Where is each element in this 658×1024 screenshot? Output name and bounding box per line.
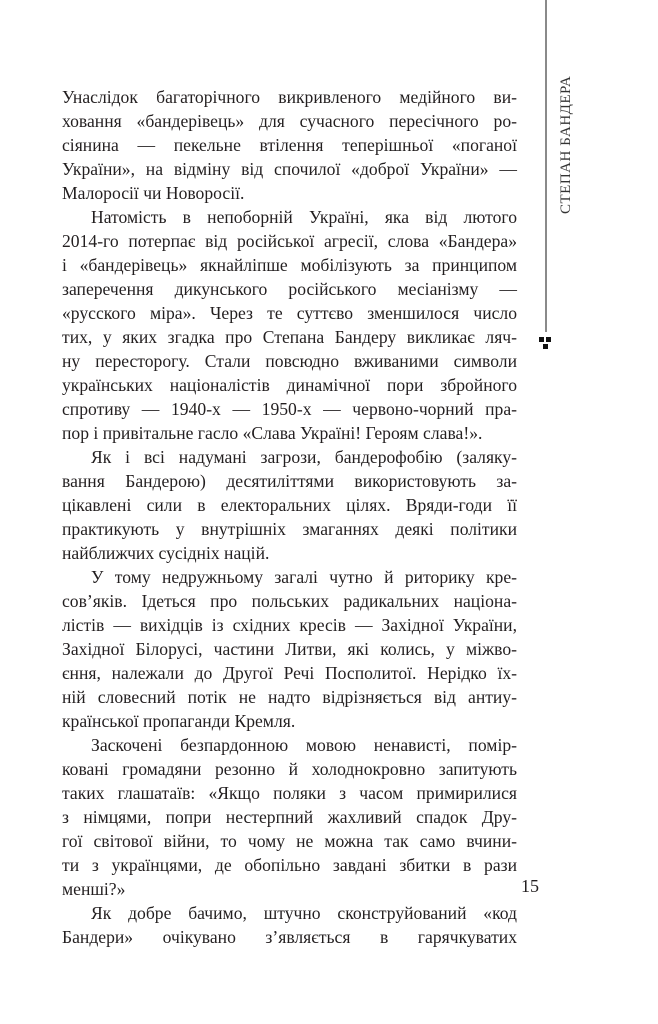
text-line: Унаслідок багаторічного викривленого медійного ви- [62,87,517,107]
text-line: Бандери» очікувано з’являється в гарячкуватих [62,927,517,947]
text-line: українських націоналістів динамічної пори збройного [62,375,517,395]
paragraph [62,733,517,901]
text-line: Заскочені безпардонною мовою ненависті, помір- [91,735,517,755]
text-line: цікавлені сили в електоральних цілях. Вряди-годи її [62,495,517,515]
text-line: гої світової війни, то чому не можна так само вчини- [62,831,517,851]
text-line: Як добре бачимо, штучно сконструйований «код [91,903,517,923]
text-line: і «бандерівець» якнайліпше мобілізують за принципом [62,255,517,275]
text-line: практикують у внутрішніх змаганнях деякі політики [62,519,517,539]
text-line: ній словесний потік не надто відрізняється від антиу- [62,687,517,707]
paragraph [62,565,517,733]
running-head: СТЕПАН БАНДЕРА [558,75,574,214]
text-line: сіянина — пекельне втілення теперішньої «поганої [62,135,517,155]
text-line: «русского міра». Через те суттєво зменшилося число [62,303,517,323]
paragraph [62,85,517,205]
text-line: сов’яків. Ідеться про польських радикальних націона- [62,591,517,611]
text-line: лістів — вихідців із східних кресів — Західної України, [62,615,517,635]
text-line: України», на відміну від спочилої «доброї України» — [62,159,517,179]
text-line: спротиву — 1940-х — 1950-х — червоно-чорний пра- [62,399,517,419]
text-line: вання Бандерою) десятиліттями використовують за- [62,471,517,491]
text-line: тих, у яких згадка про Степана Бандеру викликає ляч- [62,327,517,347]
paragraph [62,205,517,445]
paragraph [62,901,517,949]
text-line: найближчих сусідніх націй. [62,543,270,563]
text-line: Малоросії чи Новоросії. [62,183,245,203]
body-text [62,85,517,949]
text-line: Як і всі надумані загрози, бандерофобію (заляку- [91,447,517,467]
text-line: менші?» [62,879,126,899]
text-line: 2014-го потерпає від російської агресії, слова «Бандера» [62,231,517,251]
text-line: ховання «бандерівець» для сучасного пересічного ро- [62,111,517,131]
text-line: ковані громадяни резонно й холоднокровно запитують [62,759,517,779]
ornament-icon [539,337,553,351]
text-line: заперечення дикунського російського месіанізму — [62,279,517,299]
paragraph [62,445,517,565]
page-number: 15 [521,876,539,896]
text-line: ти з українцями, де обопільно завдані збитки в рази [62,855,517,875]
text-line: пор і привітальне гасло «Слава Україні! Героям слава!». [62,423,483,443]
text-line: з німцями, попри нестерпний жахливий спадок Дру- [62,807,517,827]
text-line: єння, належали до Другої Речі Посполитої. Нерідко їх- [62,663,517,683]
text-line: У тому недружньому загалі чутно й риторику кре- [91,567,517,587]
text-line: Західної Білорусі, частини Литви, які колись, у міжво- [62,639,517,659]
text-line: ну пересторогу. Стали повсюдно вживаними символи [62,351,517,371]
text-line: країнської пропаганди Кремля. [62,711,296,731]
text-line: Натомість в непоборній Україні, яка від лютого [91,207,517,227]
text-line: таких глашатаїв: «Якщо поляки з часом примирилися [62,783,517,803]
margin-rule [545,0,547,332]
